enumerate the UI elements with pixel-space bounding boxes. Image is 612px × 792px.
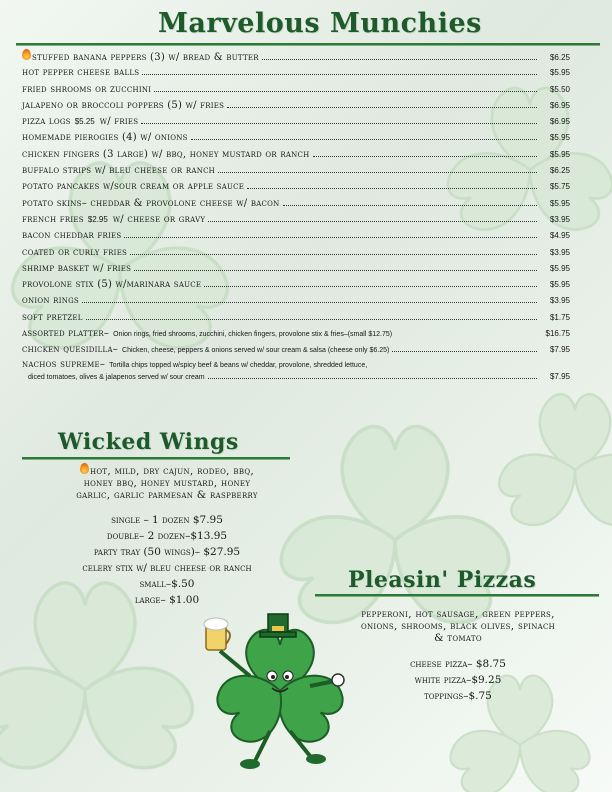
wing-option: small–$.50	[139, 578, 195, 590]
menu-item: onion rings $3.95	[22, 295, 570, 307]
flame-icon	[22, 49, 31, 60]
munchies-list	[22, 49, 570, 383]
menu-item: shrimp basket w/ fries $5.95	[22, 262, 570, 274]
menu-item: soft pretzel $1.75	[22, 311, 570, 323]
shamrock-icon	[0, 583, 203, 781]
wing-option: celery stix w/ bleu cheese or ranch	[82, 562, 252, 574]
menu-item: bacon cheddar fries $4.95	[22, 230, 570, 242]
pizzas-section	[312, 608, 604, 704]
section-rule	[315, 594, 599, 597]
wing-option: large– $1.00	[134, 594, 200, 606]
pizza-option: cheese pizza– $8.75	[410, 658, 506, 670]
menu-item: fried shrooms or zucchini $5.50	[22, 83, 570, 95]
shamrock-icon	[492, 394, 612, 534]
menu-item: nachos supreme– Tortilla chips topped w/spicy beef & beans w/ cheddar, provolone, shredded lettuce, diced tomatoes, olives & jalapenos served w/ sour cream $7.95	[22, 358, 570, 381]
menu-item: potato skins– cheddar & provolone cheese w/ bacon $5.95	[22, 197, 570, 209]
menu-item: coated or curly fries $3.95	[22, 246, 570, 258]
menu-item: french fries $2.95 w/ cheese or gravy $3.95	[22, 213, 570, 225]
menu-item: hot pepper cheese balls $5.95	[22, 67, 570, 79]
menu-item: jalapeno or broccoli poppers (5) w/ fries $6.95	[22, 99, 570, 111]
munchies-title: Marvelous Munchies	[158, 8, 482, 39]
wing-option: double– 2 dozen–$13.95	[106, 530, 228, 542]
pizzas-title: Pleasin' Pizzas	[348, 567, 537, 593]
wing-option: party tray (50 wings)– $27.95	[93, 546, 241, 558]
menu-item: pizza logs $5.25 w/ fries $6.95	[22, 116, 570, 128]
menu-item: provolone stix (5) w/marinara sauce $5.95	[22, 279, 570, 291]
menu-item: homemade pierogies (4) w/ onions $5.95	[22, 132, 570, 144]
pizza-option: toppings–$.75	[424, 690, 492, 702]
menu-item: stuffed banana peppers (3) w/ bread & butter $6.25	[22, 49, 570, 65]
section-rule	[22, 457, 290, 460]
menu-item: assorted platter– Onion rings, fried shrooms, zucchini, chicken fingers, provolone stix & fries–(small $12.75) $16.75	[22, 328, 570, 340]
menu-item: potato pancakes w/sour cream or apple sauce $5.75	[22, 181, 570, 193]
flame-icon	[80, 463, 89, 474]
wings-title: Wicked Wings	[58, 429, 239, 455]
wings-section	[42, 463, 292, 608]
pizza-option: white pizza–$9.25	[414, 674, 502, 686]
menu-item: chicken quesidilla– Chicken, cheese, peppers & onions served w/ sour cream & salsa (cheese only $6.25) $7.95	[22, 344, 570, 356]
wing-options	[42, 512, 292, 608]
wing-option: single – 1 dozen $7.95	[111, 514, 223, 526]
wing-flavors: hot, mild, dry cajun, rodeo, bbq, honey bbq, honey mustard, honey garlic, garlic parmesan & raspberry	[76, 465, 258, 501]
menu-item: buffalo strips w/ bleu cheese or ranch $6.25	[22, 165, 570, 177]
pizza-options	[312, 656, 604, 704]
pizza-toppings: pepperoni, hot sausage, green peppers, onions, shrooms, black olives, spinach & tomato	[360, 608, 556, 644]
menu-item: chicken fingers (3 large) w/ bbq, honey mustard or ranch $5.95	[22, 148, 570, 160]
section-rule	[16, 43, 600, 46]
